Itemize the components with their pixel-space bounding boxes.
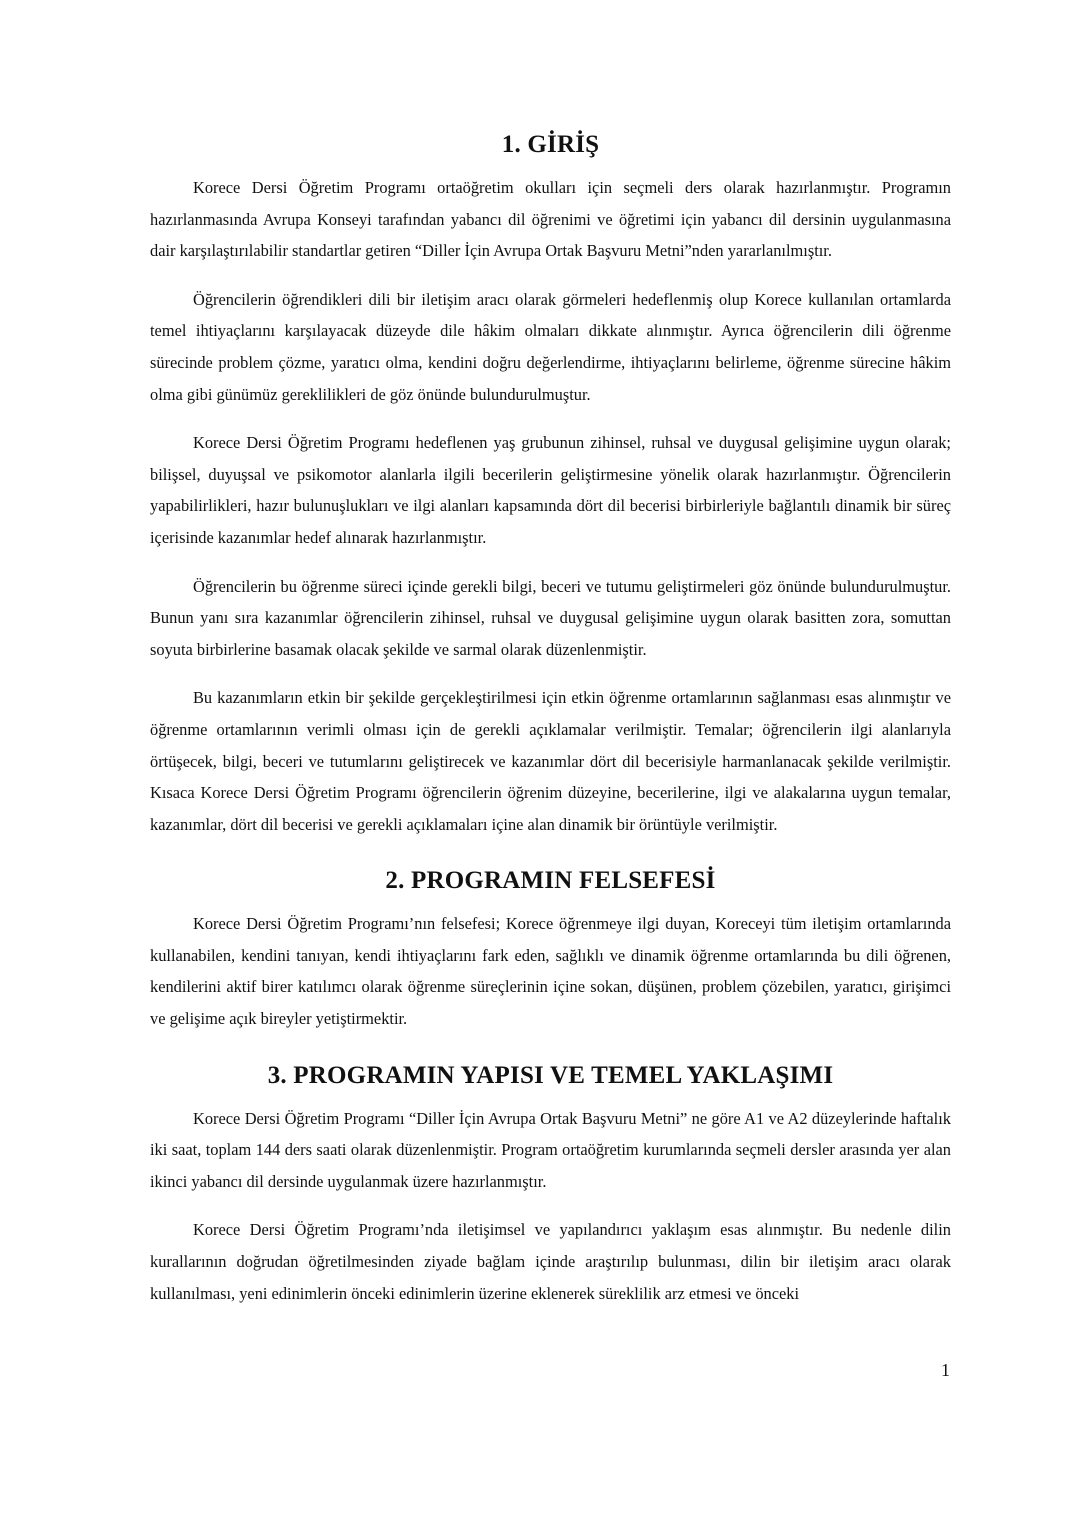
section-heading-program-yapisi: 3. PROGRAMIN YAPISI VE TEMEL YAKLAŞIMI — [267, 1061, 834, 1089]
page-number: 1 — [941, 1360, 950, 1380]
paragraph: Bu kazanımların etkin bir şekilde gerçekleştirilmesi için etkin öğrenme ortamlarının sağlanması esas alınmıştır ve öğrenme ortamlarının verimli olması için de gerekli açıklamalar verilmiştir. Temalar; öğrencilerin ilgi alanlarıyla örtüşecek, bilgi, beceri ve tutumlarını geliştirecek ve kazanımlar dört dil becerisiyle harmanlanacak şekilde verilmiştir. Kısaca Korece Dersi Öğretim Programı öğrencilerin öğrenim düzeyine, becerilerine, ilgi ve alakalarına uygun temalar, kazanımlar, dört dil becerisi ve gerekli açıklamaları içine alan dinamik bir örüntüyle verilmiştir. — [150, 688, 951, 834]
paragraph: Korece Dersi Öğretim Programı’nın felsefesi; Korece öğrenmeye ilgi duyan, Koreceyi tüm iletişim ortamlarında kullanabilen, kendini tanıyan, kendi ihtiyaçlarını fark eden, sağlıklı ve dinamik öğrenme ortamlarında bu dili öğrenen, kendilerini aktif birer katılımcı olarak öğrenme süreçlerinin içine sokan, düşünen, problem çözebilen, yaratıcı, girişimci ve gelişime açık bireyler yetiştirmektir. — [150, 914, 951, 1029]
paragraph: Öğrencilerin öğrendikleri dili bir iletişim aracı olarak görmeleri hedeflenmiş olup Korece kullanılan ortamlarda temel ihtiyaçlarını karşılayacak düzeyde dile hâkim olmaları dikkate alınmıştır. Ayrıca öğrencilerin dili öğrenme sürecinde problem çözme, yaratıcı olma, kendini doğru değerlendirme, ihtiyaçlarını belirleme, öğrenme sürecine hâkim olma gibi günümüz gereklilikleri de göz önünde bulundurulmuştur. — [150, 289, 951, 404]
section-heading-program-felsefesi: 2. PROGRAMIN FELSEFESİ — [385, 867, 716, 895]
paragraph: Korece Dersi Öğretim Programı “Diller İçin Avrupa Ortak Başvuru Metni” ne göre A1 ve A2 düzeylerinde haftalık iki saat, toplam 144 ders saati olarak düzenlenmiştir. Program ortaöğretim kurumlarında seçmeli dersler arasında yer alan ikinci yabancı dil dersinde uygulanmak üzere hazırlanmıştır. — [150, 1108, 951, 1191]
paragraph: Korece Dersi Öğretim Programı ortaöğretim okulları için seçmeli ders olarak hazırlanmıştır. Programın hazırlanmasında Avrupa Konseyi tarafından yabancı dil öğrenimi ve öğretimi için yabancı dil dersinin uygulanmasına dair karşılaştırılabilir standartlar getiren “Diller İçin Avrupa Ortak Başvuru Metni”nden yararlanılmıştır. — [150, 178, 951, 261]
section-heading-giris: 1. GİRİŞ — [501, 131, 600, 158]
paragraph: Öğrencilerin bu öğrenme süreci içinde gerekli bilgi, beceri ve tutumu geliştirmeleri göz önünde bulundurulmuştur. Bunun yanı sıra kazanımlar öğrencilerin zihinsel, ruhsal ve duygusal gelişimine uygun olarak basitten zora, somuttan soyuta birbirlerine basamak olacak şekilde ve sarmal olarak düzenlenmiştir. — [150, 576, 951, 659]
paragraph: Korece Dersi Öğretim Programı’nda iletişimsel ve yapılandırıcı yaklaşım esas alınmıştır. Bu nedenle dilin kurallarının doğrudan öğretilmesinden ziyade bağlam içinde araştırılıp bulunması, dilin bir iletişim aracı olarak kullanılması, yeni edinimlerin önceki edinimlerin üzerine eklenerek süreklilik arz etmesi ve önceki — [150, 1220, 951, 1303]
document-page — [150, 118, 951, 1326]
paragraph: Korece Dersi Öğretim Programı hedeflenen yaş grubunun zihinsel, ruhsal ve duygusal gelişimine uygun olarak; bilişsel, duyuşsal ve psikomotor alanlarla ilgili becerilerin geliştirmesine yönelik olarak hazırlanmıştır. Öğrencilerin yapabilirlikleri, hazır bulunuşlukları ve ilgi alanları kapsamında dört dil becerisi birbirleriyle bağlantılı dinamik bir süreç içerisinde kazanımlar hedef alınarak hazırlanmıştır. — [150, 433, 951, 547]
